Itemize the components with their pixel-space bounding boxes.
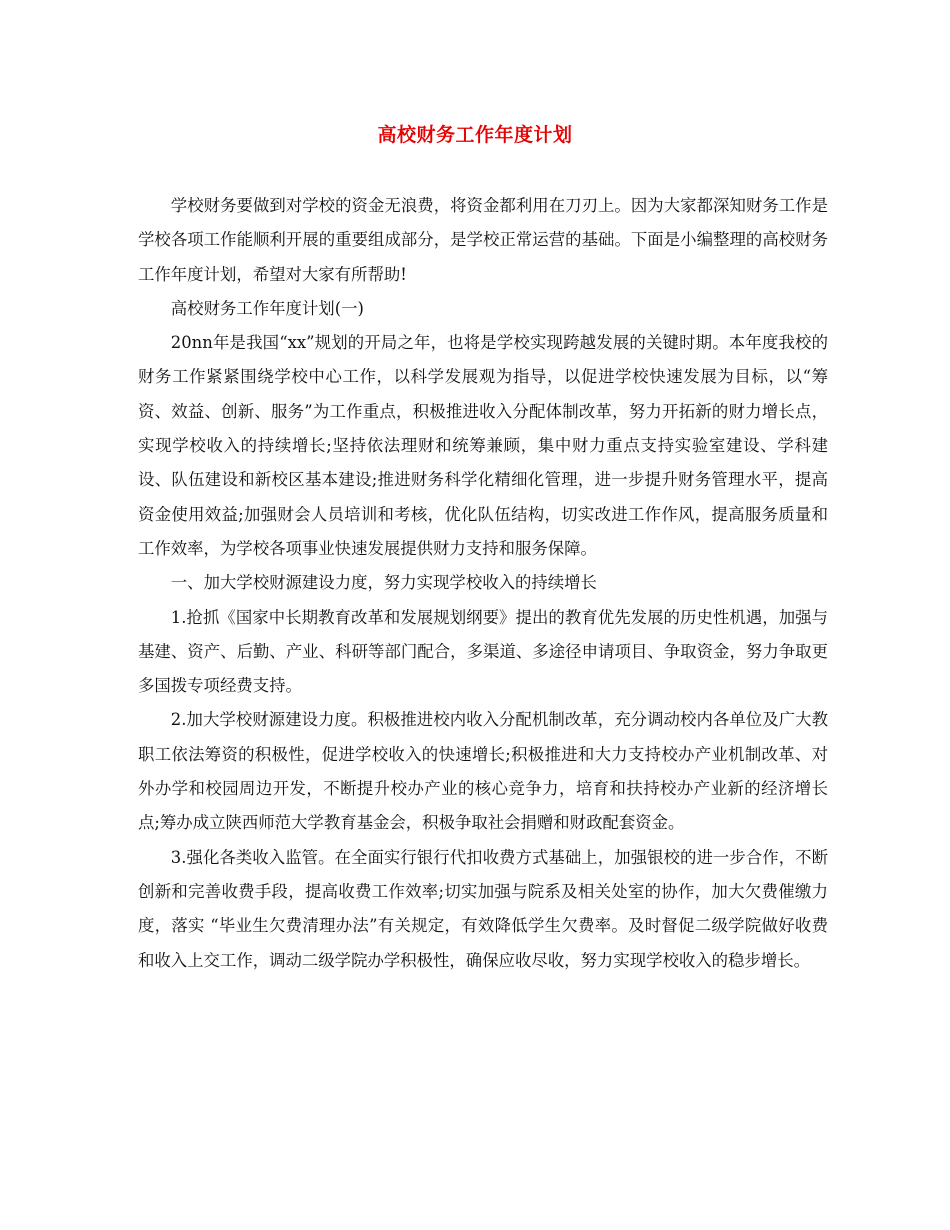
section-heading-part-one: 一、加大学校财源建设力度，努力实现学校收入的持续增长 — [170, 573, 597, 593]
page-title: 高校财务工作年度计划 — [377, 124, 573, 146]
document-body — [138, 189, 828, 978]
list-item-1: 1.抢抓《国家中长期教育改革和发展规划纲要》提出的教育优先发展的历史性机遇，加强与基建、资产、后勤、产业、科研等部门配合，多渠道、多途径申请项目、争取资金，努力争取更多国拨专项经费支持。 — [138, 607, 828, 696]
list-item-2: 2.加大学校财源建设力度。积极推进校内收入分配机制改革，充分调动校内各单位及广大教职工依法筹资的积极性，促进学校收入的快速增长;积极推进和大力支持校办产业机制改革、对外办学和校园周边开发，不断提升校办产业的核心竞争力，培育和扶持校办产业新的经济增长点;筹办成立陕西师范大学教育基金会，积极争取社会捐赠和财政配套资金。 — [138, 710, 828, 833]
list-item-3: 3.强化各类收入监管。在全面实行银行代扣收费方式基础上，加强银校的进一步合作，不断创新和完善收费手段，提高收费工作效率;切实加强与院系及相关处室的协作，加大欠费催缴力度，落实 “毕业生欠费清理办法”有关规定，有效降低学生欠费率。及时督促二级学院做好收费和收入上交工作，调动二级学院办学积极性，确保应收尽收，努力实现学校收入的稳步增长。 — [138, 847, 828, 970]
section-heading-plan-one: 高校财务工作年度计划(一) — [170, 298, 364, 318]
paragraph-intro: 学校财务要做到对学校的资金无浪费，将资金都利用在刀刃上。因为大家都深知财务工作是学校各项工作能顺利开展的重要组成部分，是学校正常运营的基础。下面是小编整理的高校财务工作年度计划，希望对大家有所帮助! — [138, 196, 828, 284]
paragraph-overview: 20nn年是我国“xx”规划的开局之年，也将是学校实现跨越发展的关键时期。本年度我校的财务工作紧紧围绕学校中心工作，以科学发展观为指导，以促进学校快速发展为目标，以“筹资、效益、创新、服务”为工作重点，积极推进收入分配体制改革，努力开拓新的财力增长点，实现学校收入的持续增长;坚持依法理财和统筹兼顾，集中财力重点支持实验室建设、学科建设、队伍建设和新校区基本建设;推进财务科学化精细化管理，进一步提升财务管理水平，提高资金使用效益;加强财会人员培训和考核，优化队伍结构，切实改进工作作风，提高服务质量和工作效率，为学校各项事业快速发展提供财力支持和服务保障。 — [138, 333, 828, 558]
